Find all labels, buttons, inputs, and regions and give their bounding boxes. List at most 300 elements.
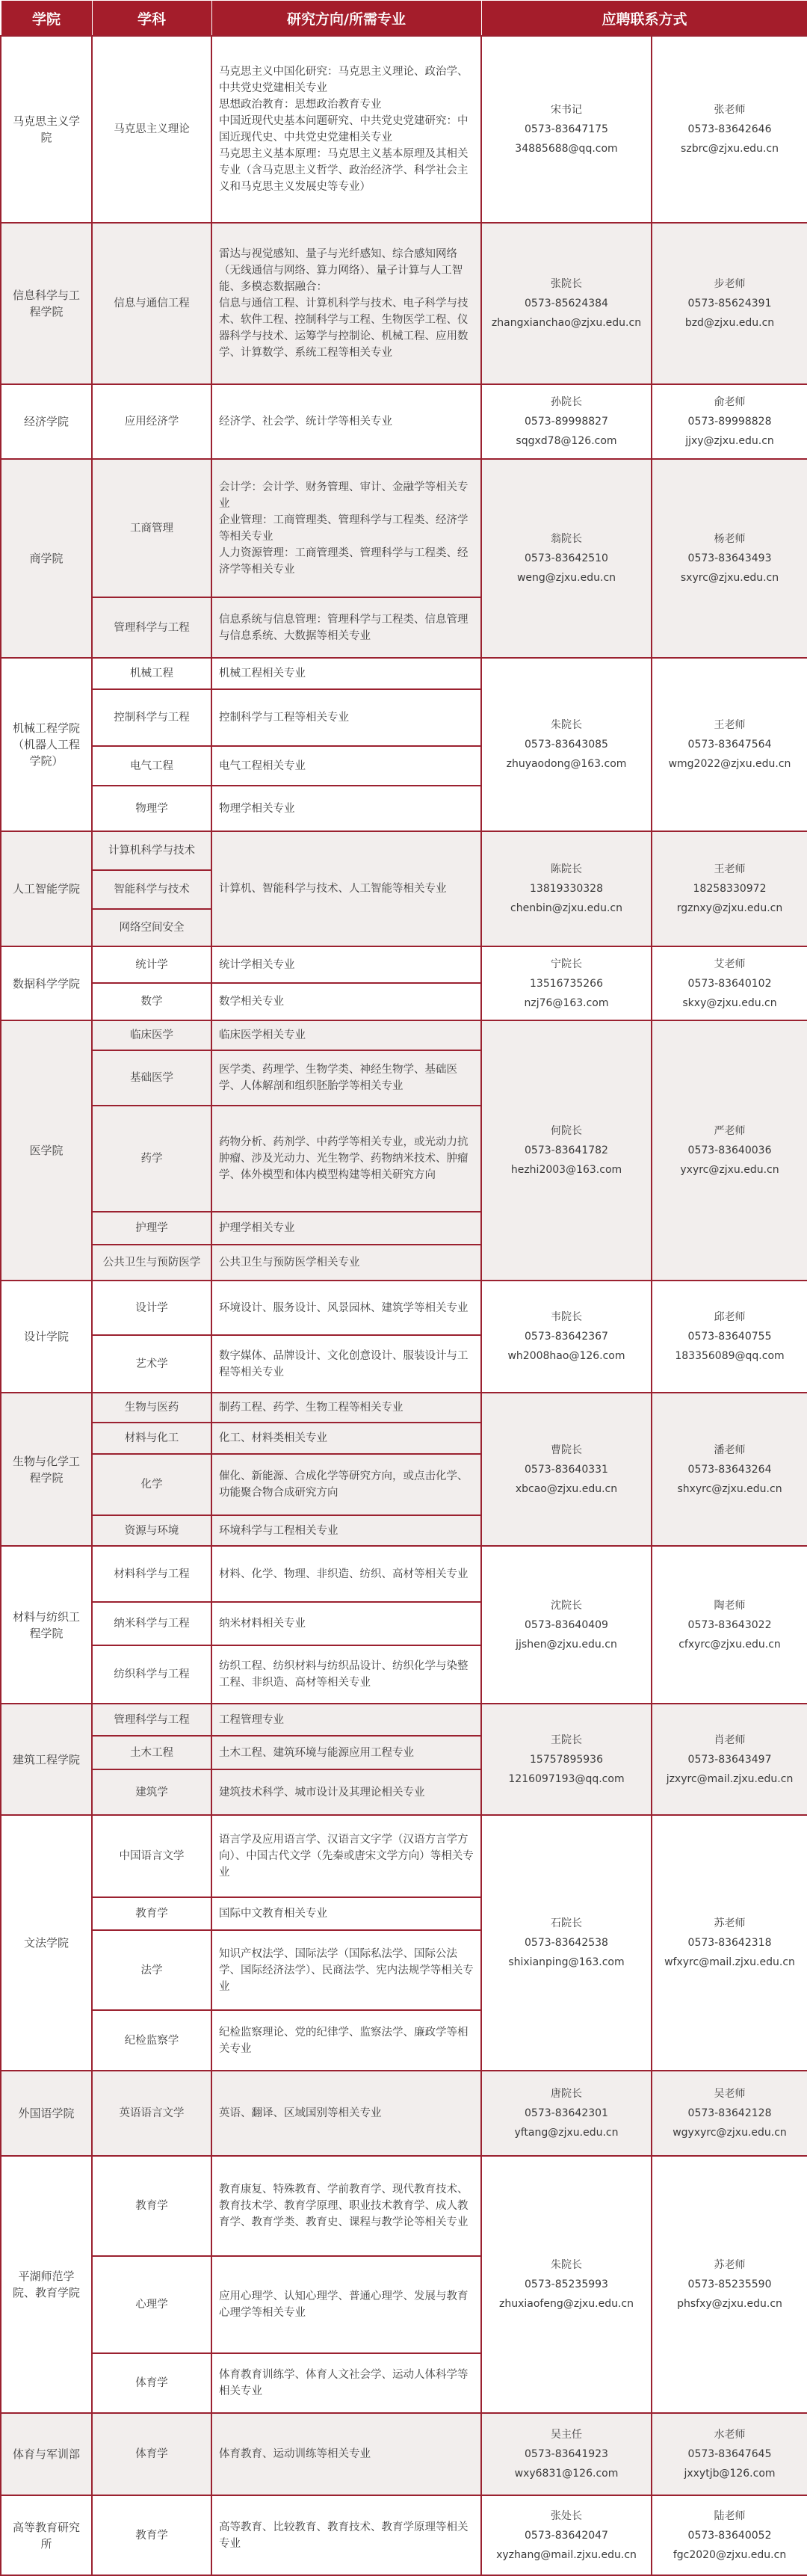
college-name: 文法学院: [1, 1815, 92, 2071]
contact-email[interactable]: nzj76@163.com: [524, 996, 609, 1009]
contact-leader: [481, 946, 652, 1020]
contact-email[interactable]: xbcao@zjxu.edu.cn: [515, 1482, 618, 1495]
contact-email[interactable]: zhangxianchao@zjxu.edu.cn: [491, 317, 642, 329]
contact-email[interactable]: phsfxy@zjxu.edu.cn: [677, 2298, 782, 2310]
contact-email[interactable]: wmg2022@zjxu.edu.cn: [668, 758, 791, 770]
direction-text: 语言学及应用语言学、汉语言文字学（汉语方言学方向）、中国古代文学（先秦或唐宋文学方向）等相关专业: [219, 1834, 474, 1879]
subject-name: 机械工程: [92, 658, 211, 689]
contact-person: 陶老师: [714, 1599, 746, 1612]
contact-person: 陆老师: [714, 2509, 746, 2522]
table-header-row: [1, 1, 807, 37]
direction-text: 控制科学与工程等相关专业: [219, 712, 349, 724]
research-direction: [211, 2010, 481, 2071]
research-direction: [211, 1212, 481, 1245]
contact-leader: [481, 1281, 652, 1393]
contact-email[interactable]: jzxyrc@mail.zjxu.edu.cn: [666, 1772, 794, 1785]
direction-text: 催化、新能源、合成化学等研究方向，或点击化学、功能聚合物合成研究方向: [219, 1470, 469, 1499]
subject-name: 英语语言文学: [92, 2071, 211, 2156]
contact-phone: 0573-83640052: [687, 2529, 772, 2542]
contact-leader: [481, 223, 652, 384]
subject-name: 信息与通信工程: [92, 223, 211, 384]
college-name: 体育与军训部: [1, 2413, 92, 2495]
contact-leader: [481, 1704, 652, 1815]
subject-name: 管理科学与工程: [92, 597, 211, 658]
direction-text: 建筑技术科学、城市设计及其理论相关专业: [219, 1786, 425, 1799]
subject-name: 材料科学与工程: [92, 1546, 211, 1602]
college-name: 经济学院: [1, 384, 92, 459]
college-name: 马克思主义学院: [1, 36, 92, 223]
contact-person: 韦院长: [551, 1311, 582, 1323]
research-direction: [211, 384, 481, 459]
contact-person: 孙院长: [551, 396, 582, 408]
contact-phone: 0573-83642128: [687, 2107, 772, 2119]
direction-text: 临床医学相关专业: [219, 1029, 306, 1041]
subject-name: 体育学: [92, 2413, 211, 2495]
research-direction: [211, 1704, 481, 1736]
header-direction: 研究方向/所需专业: [211, 1, 481, 37]
direction-text: 雷达与视觉感知、量子与光纤感知、综合感知网络（无线通信与网络、算力网络）、量子计算与人工智能、多模态数据融合：: [219, 248, 463, 293]
college-name: 设计学院: [1, 1281, 92, 1393]
subject-name: 教育学: [92, 2495, 211, 2575]
contact-phone: 0573-83643264: [687, 1463, 772, 1476]
direction-text: 马克思主义基本原理：马克思主义基本原理及其相关专业（含马克思主义哲学、政治经济学、科学社会主义和马克思主义发展史等专业）: [219, 148, 469, 193]
contact-email[interactable]: szbrc@zjxu.edu.cn: [681, 143, 779, 155]
direction-text: 国际中文教育相关专业: [219, 1908, 327, 1920]
college-name: 信息科学与工程学院: [1, 223, 92, 384]
contact-staff: [652, 384, 807, 459]
direction-text: 纺织工程、纺织材料与纺织品设计、纺织化学与染整工程、非织造、高材等相关专业: [219, 1660, 469, 1689]
subject-name: 教育学: [92, 2156, 211, 2256]
research-direction: [211, 946, 481, 983]
contact-person: 张老师: [714, 104, 746, 116]
college-name: 建筑工程学院: [1, 1704, 92, 1815]
research-direction: [211, 36, 481, 223]
research-direction: [211, 1546, 481, 1602]
research-direction: [211, 1423, 481, 1454]
direction-text: 体育教育、运动训练等相关专业: [219, 2448, 371, 2460]
contact-email[interactable]: wh2008hao@126.com: [507, 1350, 625, 1362]
contact-email[interactable]: wxy6831@126.com: [514, 2468, 619, 2480]
direction-text: 纳米材料相关专业: [219, 1618, 306, 1630]
contact-email[interactable]: xyzhang@mail.zjxu.edu.cn: [496, 2548, 637, 2561]
subject-name: 建筑学: [92, 1769, 211, 1815]
research-direction: [211, 1281, 481, 1335]
contact-phone: 0573-83641923: [525, 2448, 608, 2460]
subject-name: 资源与环境: [92, 1515, 211, 1546]
subject-name: 应用经济学: [92, 384, 211, 459]
research-direction: [211, 1769, 481, 1815]
table-row: [1, 831, 807, 870]
direction-text: 医学类、药理学、生物学类、神经生物学、基础医学、人体解剖和组织胚胎学等相关专业: [219, 1064, 457, 1092]
contact-phone: 0573-83642367: [525, 1331, 608, 1343]
contact-staff: [652, 1704, 807, 1815]
research-direction: [211, 1106, 481, 1212]
research-direction: [211, 1050, 481, 1106]
direction-text: 马克思主义中国化研究：马克思主义理论、政治学、中共党史党建相关专业: [219, 66, 469, 94]
contact-person: 吴老师: [714, 2088, 746, 2100]
contact-person: 苏老师: [714, 2259, 746, 2271]
table-row: [1, 2495, 807, 2575]
subject-name: 纪检监察学: [92, 2010, 211, 2071]
research-direction: [211, 1245, 481, 1281]
contact-leader: [481, 384, 652, 459]
research-direction: [211, 2353, 481, 2413]
contact-email[interactable]: jxxytjb@126.com: [684, 2468, 776, 2480]
contact-leader: [481, 831, 652, 946]
subject-name: 临床医学: [92, 1020, 211, 1050]
research-direction: [211, 1393, 481, 1423]
direction-text: 应用心理学、认知心理学、普通心理学、发展与教育心理学等相关专业: [219, 2290, 469, 2319]
research-direction: [211, 786, 481, 831]
research-direction: [211, 1815, 481, 1897]
contact-person: 艾老师: [714, 958, 746, 970]
contact-phone: 18258330972: [693, 883, 767, 895]
research-direction: [211, 983, 481, 1020]
subject-name: 公共卫生与预防医学: [92, 1245, 211, 1281]
research-direction: [211, 1736, 481, 1769]
contact-phone: 0573-83647175: [525, 123, 608, 135]
contact-phone: 0573-83640409: [525, 1618, 608, 1631]
contact-email[interactable]: shxyrc@zjxu.edu.cn: [677, 1482, 782, 1495]
subject-name: 网络空间安全: [92, 909, 211, 946]
contact-person: 宁院长: [551, 958, 582, 970]
contact-email[interactable]: yftang@zjxu.edu.cn: [514, 2127, 619, 2139]
subject-name: 体育学: [92, 2353, 211, 2413]
contact-person: 朱院长: [551, 2259, 582, 2271]
contact-person: 俞老师: [714, 396, 746, 408]
subject-name: 工商管理: [92, 459, 211, 597]
direction-text: 计算机、智能科学与技术、人工智能等相关专业: [219, 883, 447, 895]
direction-text: 数字媒体、品牌设计、文化创意设计、服装设计与工程等相关专业: [219, 1349, 469, 1378]
direction-text: 材料、化学、物理、非织造、纺织、高材等相关专业: [219, 1568, 469, 1580]
research-direction: [211, 2071, 481, 2156]
direction-text: 企业管理：工商管理类、管理科学与工程类、经济学等相关专业: [219, 514, 469, 543]
contact-phone: 0573-89998828: [687, 416, 772, 428]
contact-phone: 13819330328: [530, 883, 603, 895]
contact-staff: [652, 1281, 807, 1393]
subject-name: 基础医学: [92, 1050, 211, 1106]
table-row: [1, 1546, 807, 1602]
subject-name: 心理学: [92, 2256, 211, 2353]
college-name: 高等教育研究所: [1, 2495, 92, 2575]
table-row: [1, 1815, 807, 1897]
subject-name: 中国语言文学: [92, 1815, 211, 1897]
contact-email[interactable]: bzd@zjxu.edu.cn: [684, 317, 775, 329]
contact-leader: [481, 1393, 652, 1546]
table-row: [1, 946, 807, 983]
contact-person: 严老师: [714, 1125, 746, 1137]
direction-text: 会计学：会计学、财务管理、审计、金融学等相关专业: [219, 481, 469, 510]
contact-email[interactable]: 1216097193@qq.com: [508, 1772, 625, 1785]
contact-person: 张处长: [551, 2509, 582, 2522]
research-direction: [211, 459, 481, 597]
contact-phone: 0573-83647564: [687, 739, 772, 751]
subject-name: 纺织科学与工程: [92, 1645, 211, 1704]
contact-person: 水老师: [714, 2429, 746, 2441]
contact-email[interactable]: zhuxiaofeng@zjxu.edu.cn: [499, 2298, 634, 2310]
subject-name: 艺术学: [92, 1335, 211, 1393]
contact-phone: 0573-83642510: [525, 552, 608, 564]
contact-leader: [481, 2413, 652, 2495]
table-body: [1, 36, 807, 2575]
contact-leader: [481, 2156, 652, 2413]
direction-text: 药物分析、药剂学、中药学等相关专业，或光动力抗肿瘤、涉及光动力、光生物学、药物纳米技术、肿瘤学、体外模型和体内模型构建等相关研究方向: [219, 1136, 469, 1181]
research-direction: [211, 658, 481, 689]
contact-person: 苏老师: [714, 1917, 746, 1929]
contact-person: 张院长: [551, 278, 582, 290]
direction-text: 体育教育训练学、体育人文社会学、运动人体科学等相关专业: [219, 2369, 469, 2397]
college-name: 外国语学院: [1, 2071, 92, 2156]
contact-phone: 0573-83643497: [687, 1753, 772, 1766]
direction-text: 英语、翻译、区域国别等相关专业: [219, 2107, 382, 2119]
subject-name: 控制科学与工程: [92, 689, 211, 746]
research-direction: [211, 689, 481, 746]
contact-person: 杨老师: [714, 533, 746, 545]
contact-phone: 0573-83643022: [687, 1618, 772, 1631]
direction-text: 思想政治教育：思想政治教育专业: [219, 99, 382, 111]
direction-text: 工程管理专业: [219, 1713, 284, 1726]
contact-email[interactable]: wfxyrc@mail.zjxu.edu.cn: [664, 1956, 795, 1968]
contact-person: 吴主任: [551, 2429, 582, 2441]
direction-text: 物理学相关专业: [219, 802, 295, 815]
contact-person: 步老师: [714, 278, 746, 290]
contact-staff: [652, 1020, 807, 1281]
table-row: [1, 36, 807, 223]
subject-name: 电气工程: [92, 746, 211, 786]
research-direction: [211, 1454, 481, 1515]
direction-text: 人力资源管理：工商管理类、管理科学与工程类、经济学等相关专业: [219, 546, 469, 576]
contact-phone: 0573-83642646: [687, 123, 772, 135]
contact-email[interactable]: shixianping@163.com: [508, 1956, 625, 1968]
contact-phone: 0573-83642538: [525, 1937, 608, 1949]
contact-phone: 0573-83640036: [687, 1144, 772, 1156]
direction-text: 护理学相关专业: [219, 1222, 295, 1234]
header-contact: 应聘联系方式: [481, 1, 807, 37]
contact-email[interactable]: yxyrc@zjxu.edu.cn: [680, 1164, 779, 1176]
contact-person: 朱院长: [551, 719, 582, 731]
table-row: [1, 2071, 807, 2156]
contact-staff: [652, 1393, 807, 1546]
contact-phone: 0573-83641782: [525, 1144, 608, 1156]
subject-name: 药学: [92, 1106, 211, 1212]
contact-email[interactable]: chenbin@zjxu.edu.cn: [510, 902, 622, 914]
research-direction: [211, 223, 481, 384]
table-row: [1, 1393, 807, 1423]
contact-phone: 13516735266: [530, 977, 603, 990]
research-direction: [211, 1335, 481, 1393]
contact-phone: 0573-83640331: [525, 1463, 608, 1476]
table-row: [1, 459, 807, 597]
direction-text: 机械工程相关专业: [219, 668, 306, 680]
subject-name: 法学: [92, 1930, 211, 2010]
contact-person: 宋书记: [551, 104, 582, 116]
contact-phone: 0573-83640755: [687, 1331, 772, 1343]
contact-person: 唐院长: [551, 2088, 582, 2100]
direction-text: 高等教育、比较教育、教育技术、教育学原理等相关专业: [219, 2521, 469, 2550]
contact-leader: [481, 1546, 652, 1704]
contact-phone: 0573-83642318: [687, 1937, 772, 1949]
subject-name: 设计学: [92, 1281, 211, 1335]
research-direction: [211, 831, 481, 946]
contact-leader: [481, 2495, 652, 2575]
table-row: [1, 658, 807, 689]
subject-name: 智能科学与技术: [92, 870, 211, 909]
contact-phone: 0573-83643493: [687, 552, 772, 564]
contact-leader: [481, 658, 652, 831]
contact-email[interactable]: rgznxy@zjxu.edu.cn: [676, 902, 783, 914]
table-row: [1, 2156, 807, 2256]
contact-person: 王老师: [714, 719, 746, 731]
contact-person: 肖老师: [714, 1734, 746, 1746]
direction-text: 纪检监察理论、党的纪律学、监察法学、廉政学等相关专业: [219, 2026, 469, 2055]
contact-email[interactable]: 183356089@qq.com: [675, 1350, 785, 1362]
subject-name: 数学: [92, 983, 211, 1020]
contact-leader: [481, 2071, 652, 2156]
table-row: [1, 1281, 807, 1335]
direction-text: 教育康复、特殊教育、学前教育学、现代教育技术、教育技术学、教育学原理、职业技术教育学、成人教育学、教育学类、教育史、课程与教学论等相关专业: [219, 2184, 469, 2228]
direction-text: 化工、材料类相关专业: [219, 1432, 327, 1444]
subject-name: 物理学: [92, 786, 211, 831]
contact-phone: 0573-83643085: [525, 739, 608, 751]
contact-leader: [481, 1020, 652, 1281]
direction-text: 统计学相关专业: [219, 958, 295, 971]
direction-text: 信息系统与信息管理：管理科学与工程类、信息管理与信息系统、大数据等相关专业: [219, 613, 469, 642]
table-row: [1, 384, 807, 459]
research-direction: [211, 2413, 481, 2495]
contact-staff: [652, 223, 807, 384]
header-subject: 学科: [92, 1, 211, 37]
direction-text: 环境设计、服务设计、风景园林、建筑学等相关专业: [219, 1301, 469, 1314]
contact-person: 王院长: [551, 1734, 582, 1746]
contact-staff: [652, 946, 807, 1020]
research-direction: [211, 1897, 481, 1930]
direction-text: 数学相关专业: [219, 996, 284, 1008]
subject-name: 教育学: [92, 1897, 211, 1930]
contact-email[interactable]: fgc2020@zjxu.edu.cn: [672, 2548, 787, 2561]
table-row: [1, 1020, 807, 1050]
subject-name: 管理科学与工程: [92, 1704, 211, 1736]
research-direction: [211, 746, 481, 786]
contact-email[interactable]: jjshen@zjxu.edu.cn: [516, 1638, 617, 1651]
contact-email[interactable]: sqgxd78@126.com: [516, 435, 617, 447]
contact-email[interactable]: cfxyrc@zjxu.edu.cn: [678, 1638, 781, 1651]
table-row: [1, 1704, 807, 1736]
direction-text: 知识产权法学、国际法学（国际私法学、国际公法学、国际经济法学）、民商法学、宪内法规学等相关专业: [219, 1947, 474, 1993]
contact-email[interactable]: weng@zjxu.edu.cn: [516, 572, 616, 584]
research-direction: [211, 2156, 481, 2256]
subject-name: 统计学: [92, 946, 211, 983]
contact-staff: [652, 2413, 807, 2495]
direction-text: 信息与通信工程、计算机科学与技术、电子科学与技术、软件工程、控制科学与工程、生物医学工程、仪器科学与技术、运筹学与控制论、机械工程、应用数学、计算数学、系统工程等相关专业: [219, 298, 469, 359]
contact-staff: [652, 459, 807, 658]
research-direction: [211, 1515, 481, 1546]
contact-phone: 0573-83647645: [687, 2448, 772, 2460]
contact-person: 石院长: [551, 1917, 582, 1929]
contact-staff: [652, 1546, 807, 1704]
contact-person: 沈院长: [551, 1599, 582, 1612]
college-name: 人工智能学院: [1, 831, 92, 946]
subject-name: 纳米科学与工程: [92, 1602, 211, 1645]
contact-email[interactable]: wgyxyrc@zjxu.edu.cn: [672, 2127, 787, 2139]
college-name: 商学院: [1, 459, 92, 658]
contact-email[interactable]: skxy@zjxu.edu.cn: [682, 996, 777, 1009]
contact-person: 潘老师: [714, 1443, 746, 1456]
contact-phone: 0573-85624391: [687, 298, 772, 309]
subject-name: 护理学: [92, 1212, 211, 1245]
college-name: 材料与纺织工程学院: [1, 1546, 92, 1704]
contact-person: 陈院长: [551, 863, 582, 875]
subject-name: 材料与化工: [92, 1423, 211, 1454]
contact-staff: [652, 831, 807, 946]
subject-name: 化学: [92, 1454, 211, 1515]
direction-text: 经济学、社会学、统计学等相关专业: [219, 416, 392, 428]
contact-phone: 0573-89998827: [525, 416, 608, 428]
research-direction: [211, 1930, 481, 2010]
research-direction: [211, 1020, 481, 1050]
subject-name: 马克思主义理论: [92, 36, 211, 223]
contact-person: 曹院长: [551, 1443, 582, 1456]
subject-name: 土木工程: [92, 1736, 211, 1769]
contact-staff: [652, 36, 807, 223]
header-college: 学院: [1, 1, 92, 37]
college-name: 数据科学学院: [1, 946, 92, 1020]
research-direction: [211, 1645, 481, 1704]
contact-email[interactable]: 34885688@qq.com: [515, 143, 618, 155]
contact-phone: 15757895936: [530, 1753, 603, 1766]
table-row: [1, 223, 807, 384]
contact-person: 何院长: [551, 1125, 582, 1137]
direction-text: 制药工程、药学、生物工程等相关专业: [219, 1402, 404, 1414]
direction-text: 公共卫生与预防医学相关专业: [219, 1257, 360, 1269]
contact-phone: 0573-83642047: [525, 2529, 608, 2542]
contact-person: 邱老师: [714, 1311, 746, 1323]
contact-staff: [652, 658, 807, 831]
research-direction: [211, 2256, 481, 2353]
contact-leader: [481, 459, 652, 658]
contact-phone: 0573-83640102: [687, 977, 772, 990]
direction-text: 土木工程、建筑环境与能源应用工程专业: [219, 1746, 414, 1759]
contact-email[interactable]: jjxy@zjxu.edu.cn: [685, 435, 774, 447]
subject-name: 计算机科学与技术: [92, 831, 211, 870]
contact-staff: [652, 2071, 807, 2156]
direction-text: 中国近现代史基本问题研究、中共党史党建研究：中国近现代史、中共党史党建相关专业: [219, 115, 469, 144]
contact-staff: [652, 2156, 807, 2413]
table-row: [1, 2413, 807, 2495]
research-direction: [211, 597, 481, 658]
contact-phone: 0573-85235590: [687, 2278, 772, 2290]
contact-phone: 0573-83642301: [525, 2107, 608, 2119]
contact-email[interactable]: hezhi2003@163.com: [510, 1164, 622, 1176]
college-name: 生物与化学工程学院: [1, 1393, 92, 1546]
contact-email[interactable]: zhuyaodong@163.com: [506, 758, 627, 770]
research-direction: [211, 1602, 481, 1645]
subject-name: 生物与医药: [92, 1393, 211, 1423]
direction-text: 电气工程相关专业: [219, 759, 306, 772]
contact-person: 王老师: [714, 863, 746, 875]
research-direction: [211, 2495, 481, 2575]
contact-phone: 0573-85624384: [525, 298, 608, 309]
contact-person: 翁院长: [551, 533, 582, 545]
direction-text: 环境科学与工程相关专业: [219, 1524, 338, 1537]
contact-leader: [481, 1815, 652, 2071]
college-name: 平湖师范学院、教育学院: [1, 2156, 92, 2413]
contact-staff: [652, 1815, 807, 2071]
contact-phone: 0573-85235993: [525, 2278, 608, 2290]
college-name: 机械工程学院（机器人工程学院）: [1, 658, 92, 831]
contact-leader: [481, 36, 652, 223]
contact-email[interactable]: sxyrc@zjxu.edu.cn: [680, 572, 779, 584]
college-name: 医学院: [1, 1020, 92, 1281]
